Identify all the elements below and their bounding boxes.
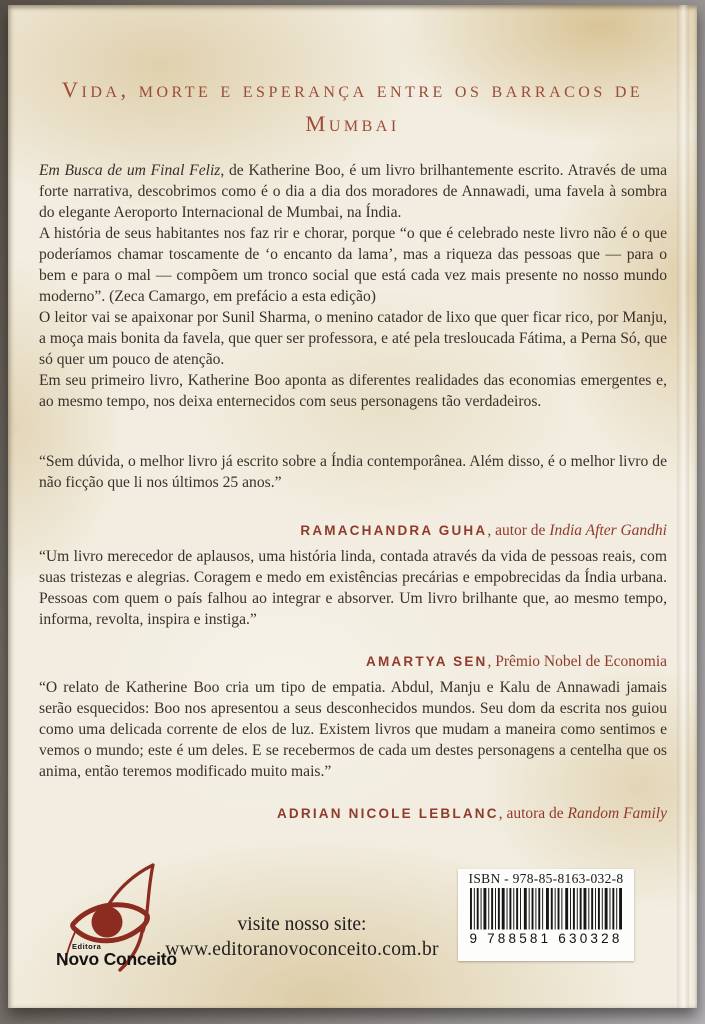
review-quote: “O relato de Katherine Boo cria um tipo de empatia. Abdul, Manju e Kalu de Annawadi jamais serão esquecidos: Boo nos apresentou a seus desconhecidos mundos. Seu dom da escrita nos guiou como uma delicada corrente de elos de luz. Existem livros que mudam a maneira como sentimos e vemos o mundo; este é um deles. E se recebermos de cada um destes personagens a centelha que os anima, então teremos modificado muito mais.” — [39, 679, 667, 780]
cover-tagline: Vida, morte e esperança entre os barracos de Mumbai — [61, 77, 644, 136]
barcode-bars-icon — [470, 888, 622, 930]
review-attribution — [39, 804, 667, 824]
review-attribution — [39, 521, 667, 541]
book-back-cover — [8, 5, 697, 1008]
synopsis-block — [39, 160, 667, 412]
reviewer-name: RAMACHANDRA GUHA — [300, 522, 488, 538]
review-quote: “Um livro merecedor de aplausos, uma história linda, contada através da vida de pessoas reais, com suas tristezas e alegrias. Coragem e medo em existências precárias e empobrecidas da Índia urbana. Pessoas com quem o país falhou ao integrar e absorver. Um livro brilhante que, ao mesmo tempo, informa, revolta, inspira e instiga.” — [39, 548, 667, 628]
website-url: www.editoranovoconceito.com.br — [165, 939, 439, 960]
reviewer-work-title: India After Gandhi — [549, 521, 667, 539]
reviewer-name: AMARTYA SEN — [366, 653, 488, 669]
barcode-digits: 9 788581 630328 — [469, 930, 623, 946]
reviewer-credential: , autor de — [487, 521, 550, 539]
isbn-barcode — [458, 869, 634, 961]
reviewer-name: ADRIAN NICOLE LEBLANC — [276, 805, 499, 821]
publisher-name-label: Novo Conceito — [56, 949, 177, 969]
website-prompt: visite nosso site: — [237, 914, 367, 935]
book-title-italic: Em Busca de um Final Feliz — [39, 162, 221, 179]
reviewer-work-title: Random Family — [567, 804, 667, 822]
isbn-label: ISBN - 978-85-8163-032-8 — [468, 871, 624, 886]
review-quote: “Sem dúvida, o melhor livro já escrito sobre a Índia contemporânea. Além disso, é o melhor livro de não ficção que li nos últimos 25 anos.” — [39, 453, 667, 491]
reviewer-credential: , Prêmio Nobel de Economia — [487, 652, 667, 670]
synopsis-paragraph: Em seu primeiro livro, Katherine Boo aponta as diferentes realidades das economias emergentes e, ao mesmo tempo, nos deixa enternecidos com seus personagens tão verdadeiros. — [39, 372, 667, 410]
synopsis-paragraph: A história de seus habitantes nos faz rir e chorar, porque “o que é celebrado neste livro não é o que poderíamos chamar toscamente de ‘o encanto da lama’, mas a riqueza das pessoas que — para o bem e para o mal — compõem um tronco social que está cada vez mais presente no nosso mundo moderno”. (Zeca Camargo, em prefácio a esta edição) — [39, 225, 667, 305]
publisher-imprint-label: Editora — [72, 942, 102, 951]
review-attribution — [39, 652, 667, 672]
website-block — [136, 913, 468, 962]
synopsis-paragraph: O leitor vai se apaixonar por Sunil Sharma, o menino catador de lixo que quer ficar rico, por Manju, a moça mais bonita da favela, que quer ser professora, e até pela tresloucada Fátima, a Perna Só, que só quer um pouco de atenção. — [39, 309, 667, 368]
reviewer-credential: , autora de — [498, 804, 568, 822]
synopsis-paragraph: Em Busca de um Final Feliz, de Katherine Boo, é um livro brilhantemente escrito. Através de uma forte narrativa, descobrimos como é o dia a dia dos moradores de Annawadi, uma favela à sombra do elegante Aeroporto Internacional de Mumbai, na Índia. — [39, 162, 667, 221]
